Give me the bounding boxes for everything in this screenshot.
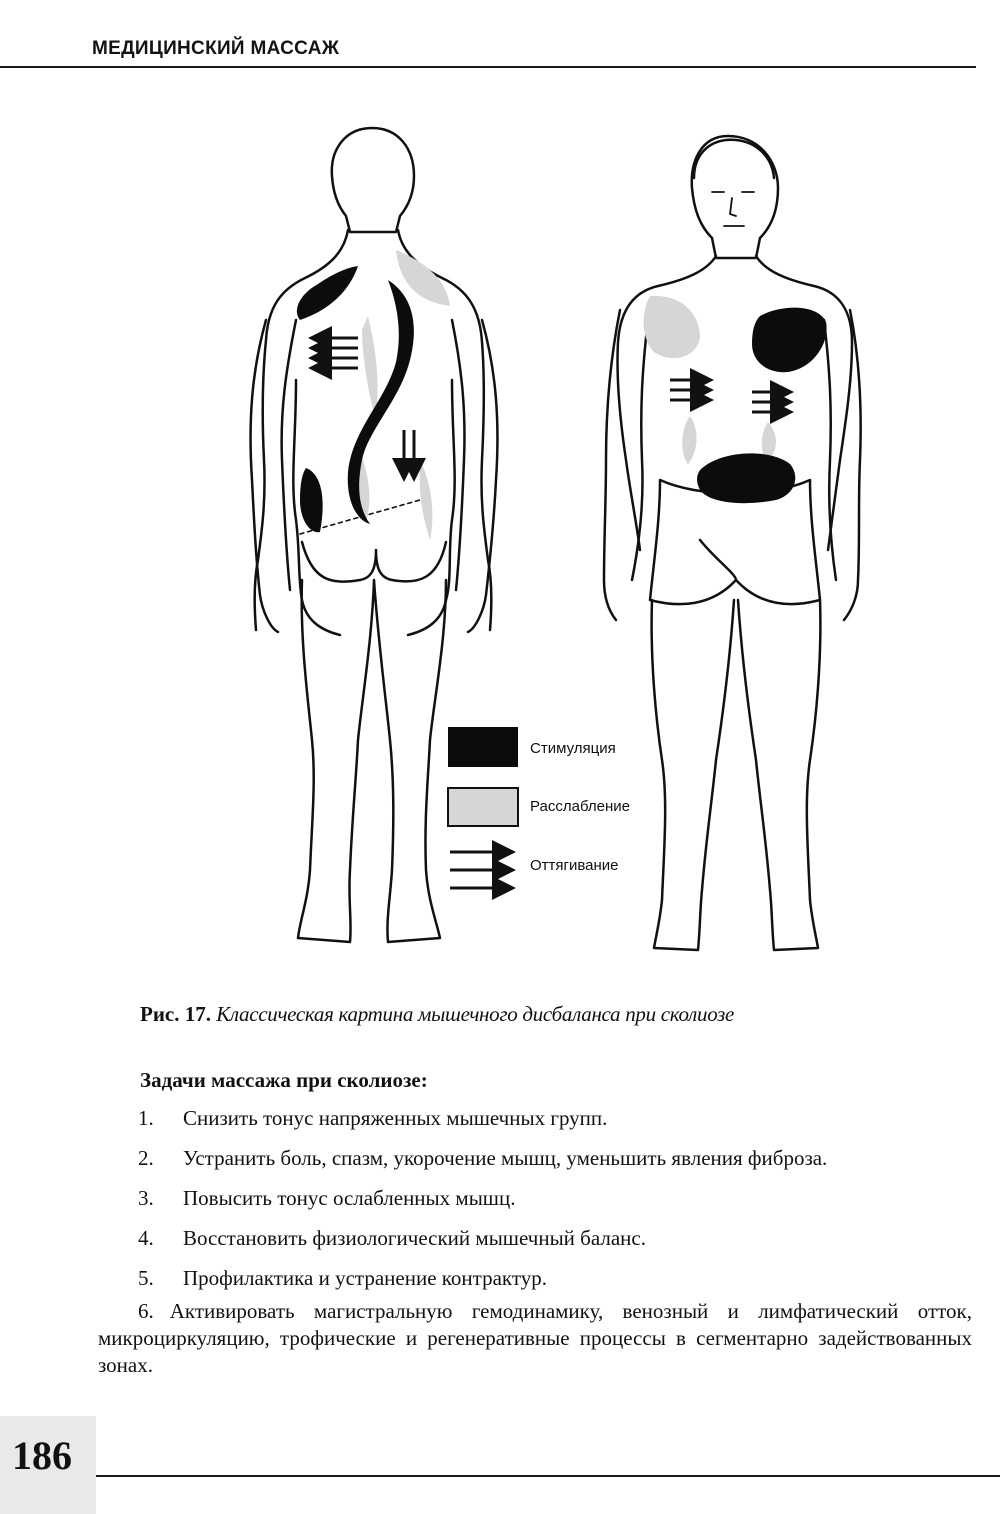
back-head bbox=[332, 128, 414, 232]
legend-swatch-stimulation bbox=[448, 727, 518, 767]
list-item-text: Активировать магистральную гемодинамику, венозный и лимфатический отток, микроциркуляцию, трофические и регенеративные процессы в сегментарно задействованных зонах. bbox=[98, 1299, 972, 1377]
list-item-text: Снизить тонус напряженных мышечных групп. bbox=[183, 1106, 608, 1130]
list-item-text: Восстановить физиологический мышечный баланс. bbox=[183, 1226, 646, 1250]
list-item-number: 4. bbox=[138, 1226, 154, 1250]
legend-label-stimulation: Стимуляция bbox=[530, 740, 616, 757]
relaxation-zone bbox=[644, 296, 700, 358]
tasks-list bbox=[98, 1104, 972, 1304]
spine-curve bbox=[348, 280, 414, 524]
figure-caption bbox=[140, 1000, 980, 1028]
figure-muscle-imbalance bbox=[0, 80, 1000, 980]
list-item-number: 2. bbox=[138, 1146, 154, 1170]
front-right-arm bbox=[824, 310, 861, 620]
relaxation-zone bbox=[420, 460, 433, 540]
figure-number: Рис. 17. bbox=[140, 1002, 211, 1026]
running-title: МЕДИЦИНСКИЙ МАССАЖ bbox=[92, 38, 340, 59]
back-buttocks bbox=[302, 542, 446, 582]
footer-rule bbox=[96, 1475, 1000, 1477]
front-hair bbox=[694, 140, 774, 178]
front-face bbox=[712, 192, 754, 226]
relaxation-zone bbox=[362, 316, 378, 420]
front-legs bbox=[652, 600, 821, 950]
figure-legend bbox=[448, 727, 630, 888]
list-item-number: 3. bbox=[138, 1186, 154, 1210]
page-number: 186 bbox=[12, 1433, 72, 1478]
back-left-arm bbox=[251, 320, 296, 632]
list-item-text: Профилактика и устранение контрактур. bbox=[183, 1266, 547, 1290]
back-legs bbox=[298, 580, 446, 942]
list-item-paragraph bbox=[98, 1298, 972, 1379]
list-item-number: 5. bbox=[138, 1266, 154, 1290]
front-view-figure bbox=[604, 136, 861, 950]
front-traction-arrows bbox=[670, 380, 788, 412]
list-item-number: 6. bbox=[138, 1299, 154, 1323]
legend-label-relaxation: Расслабление bbox=[530, 798, 630, 815]
list-item bbox=[98, 1184, 972, 1212]
list-item-text: Устранить боль, спазм, укорочение мышц, уменьшить явления фиброза. bbox=[183, 1146, 828, 1170]
list-item-text: Повысить тонус ослабленных мышц. bbox=[183, 1186, 516, 1210]
list-item-number: 1. bbox=[138, 1106, 154, 1130]
figure-illustration bbox=[0, 80, 1000, 980]
tasks-heading: Задачи массажа при сколиозе: bbox=[140, 1068, 428, 1092]
list-item bbox=[98, 1264, 972, 1292]
front-relaxation-zones bbox=[644, 296, 776, 464]
stimulation-zone bbox=[752, 308, 827, 373]
back-stimulation-zones bbox=[297, 266, 414, 532]
stimulation-zone bbox=[697, 453, 795, 503]
figure-caption-text: Классическая картина мышечного дисбаланса при сколиозе bbox=[216, 1002, 735, 1026]
list-item bbox=[98, 1104, 972, 1132]
list-item bbox=[98, 1144, 972, 1172]
legend-label-traction: Оттягивание bbox=[530, 857, 619, 874]
legend-swatch-relaxation bbox=[448, 788, 518, 826]
header-rule bbox=[0, 66, 976, 68]
stimulation-zone bbox=[300, 468, 323, 532]
relaxation-zone bbox=[682, 416, 696, 464]
front-stimulation-zones bbox=[697, 308, 827, 504]
list-item bbox=[98, 1224, 972, 1252]
stimulation-zone bbox=[297, 266, 358, 320]
legend-swatch-traction bbox=[450, 852, 510, 888]
